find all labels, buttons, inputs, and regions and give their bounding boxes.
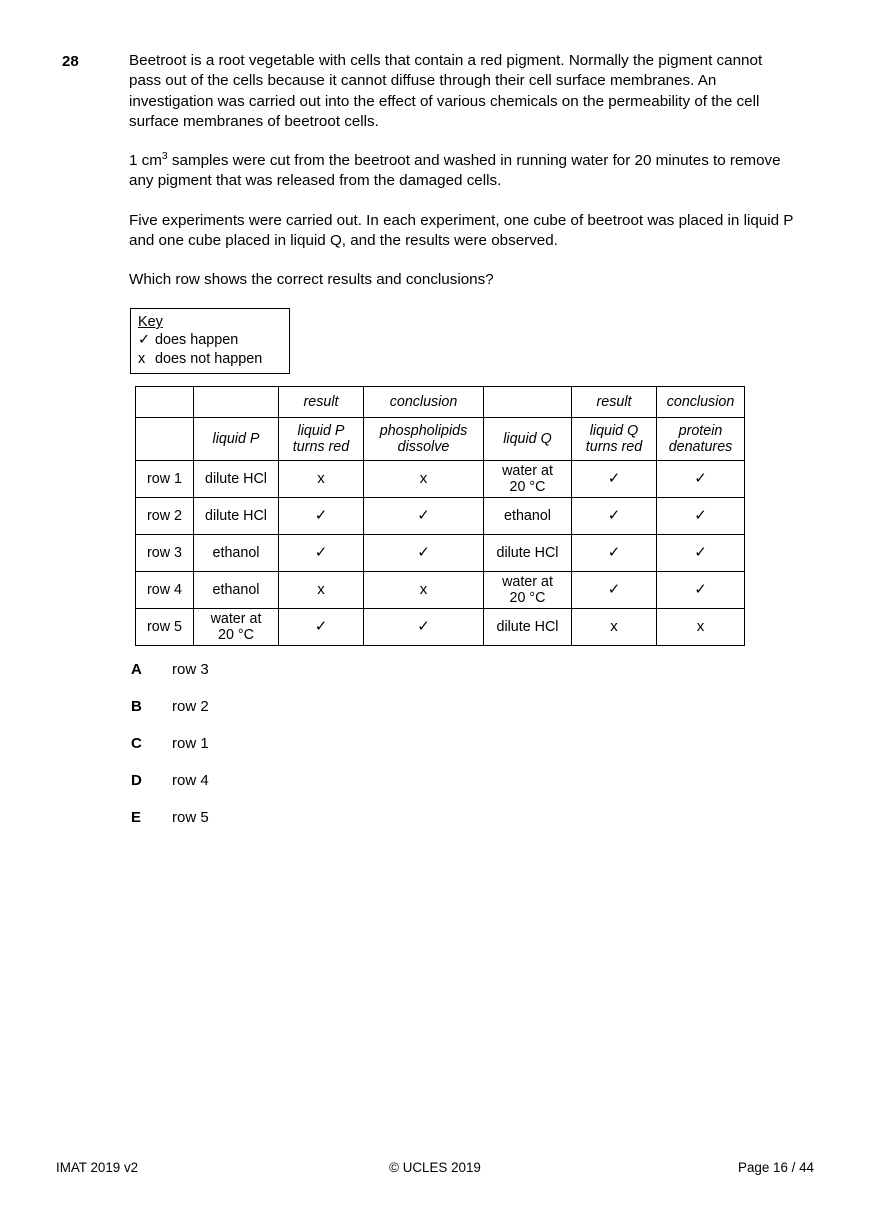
table-row bbox=[136, 572, 745, 609]
cell-p-turns-red: x bbox=[279, 572, 364, 609]
spacer-cell bbox=[136, 387, 194, 418]
cell-p-turns-red: ✓ bbox=[279, 498, 364, 535]
cell-line-2: 20 °C bbox=[509, 479, 546, 495]
answer-option-c[interactable] bbox=[0, 734, 870, 771]
cell-liquid-q bbox=[484, 609, 572, 646]
group-header-left-conclusion: conclusion bbox=[364, 387, 484, 418]
cell-line-1: ethanol bbox=[504, 507, 551, 524]
column-header-liquid-p: liquid P bbox=[194, 418, 279, 461]
cell-liquid-p bbox=[194, 609, 279, 646]
column-header-p-turns-red bbox=[279, 418, 364, 461]
row-label: row 2 bbox=[136, 498, 194, 535]
option-text: row 5 bbox=[172, 809, 209, 826]
option-text: row 3 bbox=[172, 661, 209, 678]
answer-option-a[interactable] bbox=[0, 660, 870, 697]
cell-protein-denatures: ✓ bbox=[657, 498, 745, 535]
group-header-right-result: result bbox=[572, 387, 657, 418]
question-paragraph-3: Five experiments were carried out. In each experiment, one cube of beetroot was placed in liquid P and one cube placed in liquid Q, and the results were observed. bbox=[129, 211, 794, 250]
cell-line-1: dilute HCl bbox=[496, 618, 559, 635]
cell-p-turns-red: x bbox=[279, 461, 364, 498]
key-entry-label: does not happen bbox=[155, 350, 263, 367]
column-header-phospholipids-dissolve bbox=[364, 418, 484, 461]
row-label: row 4 bbox=[136, 572, 194, 609]
option-text: row 2 bbox=[172, 698, 209, 715]
cell-line-2: 20 °C bbox=[509, 590, 546, 606]
cell-line-1: dilute HCl bbox=[496, 544, 559, 561]
header-line-2: turns red bbox=[292, 439, 350, 455]
cell-q-turns-red: ✓ bbox=[572, 535, 657, 572]
key-entry-does-not-happen bbox=[138, 350, 283, 368]
cell-phospholipids-dissolve: ✓ bbox=[364, 609, 484, 646]
answer-option-e[interactable] bbox=[0, 808, 870, 845]
cell-line-1: ethanol bbox=[212, 581, 260, 598]
question-body bbox=[129, 51, 797, 291]
key-title: Key bbox=[138, 314, 163, 330]
option-text: row 4 bbox=[172, 772, 209, 789]
check-icon: ✓ bbox=[138, 332, 151, 349]
option-letter: E bbox=[131, 809, 142, 826]
cell-line-1: dilute HCl bbox=[205, 507, 267, 524]
question-paragraph-1: Beetroot is a root vegetable with cells that contain a red pigment. Normally the pigment cannot pass out of the cells because it cannot diffuse through their cell surface membranes. An investigation was carried out into the effect of various chemicals on the permeability of the cell surface membranes of beetroot cells. bbox=[129, 52, 763, 130]
cell-line-1: ethanol bbox=[212, 544, 260, 561]
cell-liquid-p bbox=[194, 461, 279, 498]
cell-liquid-p bbox=[194, 572, 279, 609]
answer-option-b[interactable] bbox=[0, 697, 870, 734]
header-line-1: liquid Q bbox=[589, 422, 639, 439]
cell-line-2: 20 °C bbox=[218, 627, 254, 643]
header-line-2: dissolve bbox=[397, 439, 450, 455]
cell-p-turns-red: ✓ bbox=[279, 609, 364, 646]
option-text: row 1 bbox=[172, 735, 209, 752]
cell-q-turns-red: x bbox=[572, 609, 657, 646]
table-row bbox=[136, 535, 745, 572]
group-header-right-conclusion: conclusion bbox=[657, 387, 745, 418]
spacer-cell bbox=[484, 387, 572, 418]
results-table-wrapper bbox=[135, 386, 745, 646]
column-header-protein-denatures bbox=[657, 418, 745, 461]
table-row bbox=[136, 498, 745, 535]
answer-option-d[interactable] bbox=[0, 771, 870, 808]
results-table bbox=[135, 386, 745, 646]
header-line-2: denatures bbox=[668, 439, 733, 455]
volume-exponent: 3 bbox=[161, 151, 168, 163]
cell-q-turns-red: ✓ bbox=[572, 572, 657, 609]
page-footer bbox=[0, 1158, 870, 1178]
cell-phospholipids-dissolve: ✓ bbox=[364, 498, 484, 535]
row-label: row 3 bbox=[136, 535, 194, 572]
spacer-cell bbox=[136, 418, 194, 461]
cell-liquid-q bbox=[484, 572, 572, 609]
header-line-2: turns red bbox=[585, 439, 643, 455]
cell-line-1: water at bbox=[502, 462, 553, 479]
cell-phospholipids-dissolve: x bbox=[364, 461, 484, 498]
footer-copyright: © UCLES 2019 bbox=[389, 1160, 481, 1175]
question-number: 28 bbox=[62, 53, 79, 70]
option-letter: B bbox=[131, 698, 142, 715]
option-letter: D bbox=[131, 772, 142, 789]
cell-line-1: water at bbox=[210, 610, 262, 627]
option-letter: A bbox=[131, 661, 142, 678]
cell-q-turns-red: ✓ bbox=[572, 461, 657, 498]
table-group-header-row bbox=[136, 387, 745, 418]
cell-liquid-p bbox=[194, 535, 279, 572]
cell-liquid-q bbox=[484, 535, 572, 572]
cell-liquid-q bbox=[484, 498, 572, 535]
cell-line-1: water at bbox=[502, 573, 553, 590]
spacer-cell bbox=[194, 387, 279, 418]
cell-phospholipids-dissolve: x bbox=[364, 572, 484, 609]
footer-exam-label: IMAT 2019 v2 bbox=[56, 1160, 139, 1175]
header-line-1: liquid P bbox=[297, 422, 345, 439]
table-column-header-row bbox=[136, 418, 745, 461]
table-row bbox=[136, 609, 745, 646]
question-paragraph-2-text: samples were cut from the beetroot and washed in running water for 20 minutes to remove any pigment that was released from the damaged cells. bbox=[129, 152, 781, 190]
volume-value: 1 cm bbox=[129, 152, 162, 170]
cell-protein-denatures: ✓ bbox=[657, 535, 745, 572]
cell-liquid-q bbox=[484, 461, 572, 498]
key-entry-label: does happen bbox=[155, 332, 239, 349]
group-header-left-result: result bbox=[279, 387, 364, 418]
footer-page-number: Page 16 / 44 bbox=[738, 1160, 814, 1175]
header-line-1: phospholipids bbox=[379, 422, 468, 439]
row-label: row 5 bbox=[136, 609, 194, 646]
key-box bbox=[130, 308, 290, 374]
question-prompt: Which row shows the correct results and conclusions? bbox=[129, 271, 494, 289]
key-entry-does-happen bbox=[138, 331, 283, 349]
row-label: row 1 bbox=[136, 461, 194, 498]
cell-phospholipids-dissolve: ✓ bbox=[364, 535, 484, 572]
cell-liquid-p bbox=[194, 498, 279, 535]
table-row bbox=[136, 461, 745, 498]
cell-protein-denatures: ✓ bbox=[657, 572, 745, 609]
option-letter: C bbox=[131, 735, 142, 752]
cell-line-1: dilute HCl bbox=[205, 470, 267, 487]
cell-p-turns-red: ✓ bbox=[279, 535, 364, 572]
question-paragraph-2 bbox=[129, 151, 797, 192]
cross-icon: x bbox=[138, 350, 146, 367]
cell-protein-denatures: ✓ bbox=[657, 461, 745, 498]
cell-q-turns-red: ✓ bbox=[572, 498, 657, 535]
column-header-liquid-q: liquid Q bbox=[484, 418, 572, 461]
column-header-q-turns-red bbox=[572, 418, 657, 461]
answer-options bbox=[0, 660, 870, 845]
cell-protein-denatures: x bbox=[657, 609, 745, 646]
header-line-1: protein bbox=[678, 422, 723, 439]
